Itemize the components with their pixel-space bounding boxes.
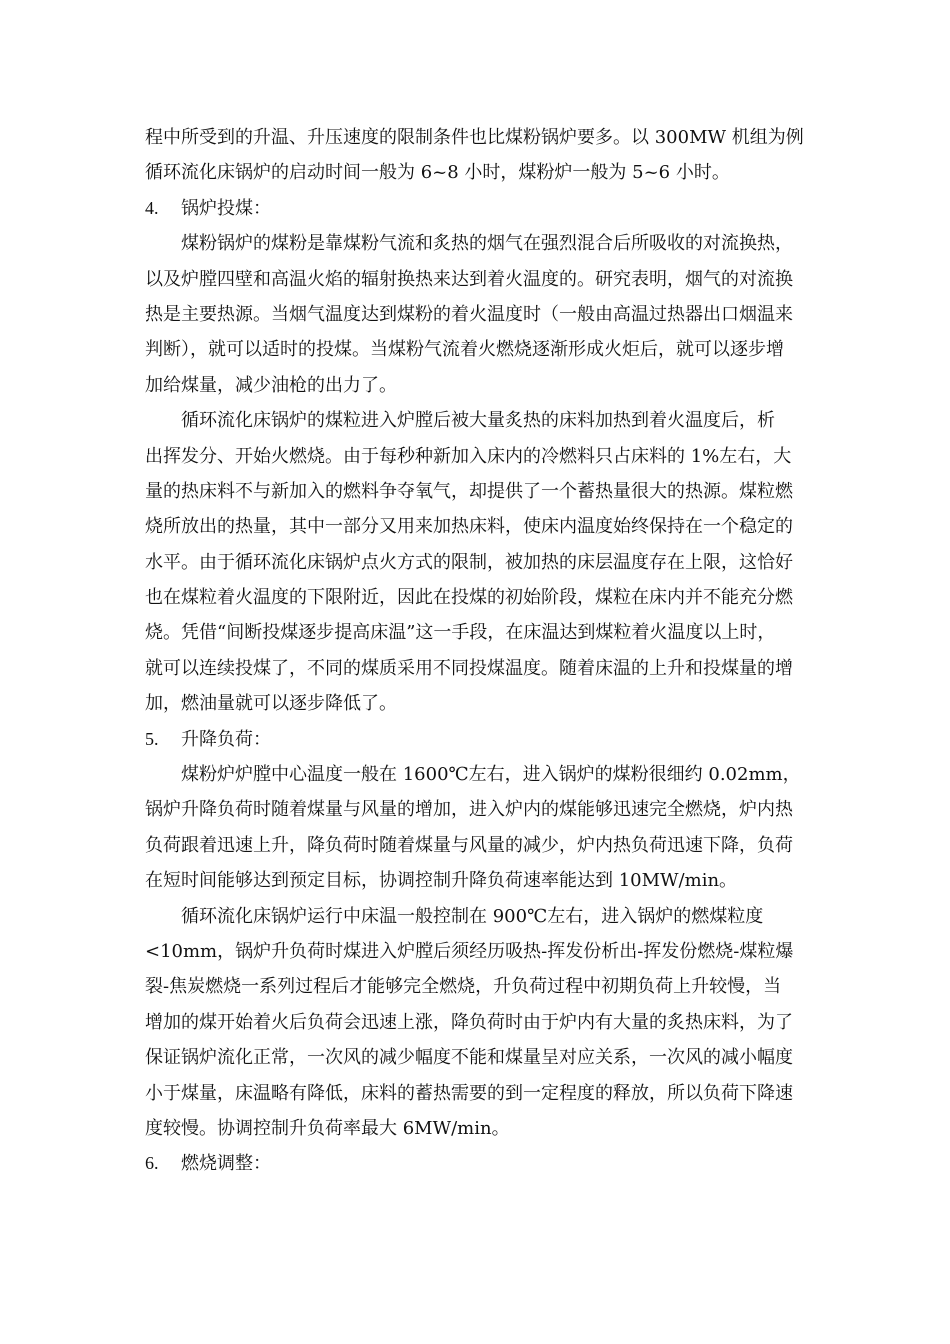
section-heading <box>145 1146 825 1181</box>
document-body <box>145 120 825 1182</box>
text-line: 煤粉锅炉的煤粉是靠煤粉气流和炙热的烟气在强烈混合后所吸收的对流换热， <box>181 233 793 255</box>
section-number: 4. <box>145 197 159 218</box>
text-line: 锅炉升降负荷时随着煤量与风量的增加，进入炉内的煤能够迅速完全燃烧，炉内热 <box>145 799 793 821</box>
text-line: 水平。由于循环流化床锅炉点火方式的限制，被加热的床层温度存在上限，这恰好 <box>145 551 793 573</box>
text-line: 热是主要热源。当烟气温度达到煤粉的着火温度时（一般由高温过热器出口烟温来 <box>145 303 793 325</box>
text-line: 在短时间能够达到预定目标，协调控制升降负荷速率能达到 10MW/min。 <box>145 870 738 892</box>
text-line: 煤粉炉炉膛中心温度一般在 1600℃左右，进入锅炉的煤粉很细约 0.02mm， <box>181 764 801 786</box>
section-heading <box>145 722 825 757</box>
text-line: 增加的煤开始着火后负荷会迅速上涨，降负荷时由于炉内有大量的炙热床料，为了 <box>145 1011 793 1033</box>
text-line: 循环流化床锅炉的煤粒进入炉膛后被大量炙热的床料加热到着火温度后，析 <box>181 410 775 432</box>
text-line: 判断），就可以适时的投煤。当煤粉气流着火燃烧逐渐形成火炬后，就可以逐步增 <box>145 339 784 361</box>
text-line: 裂-焦炭燃烧一系列过程后才能够完全燃烧，升负荷过程中初期负荷上升较慢，当 <box>145 976 782 998</box>
section-title: 锅炉投煤： <box>181 197 271 219</box>
text-line: 加给煤量，减少油枪的出力了。 <box>145 374 397 396</box>
section-number: 6. <box>145 1153 159 1174</box>
section-number: 5. <box>145 728 159 749</box>
section-title: 燃烧调整： <box>181 1153 271 1175</box>
text-line: 负荷跟着迅速上升，降负荷时随着煤量与风量的减少，炉内热负荷迅速下降，负荷 <box>145 834 793 856</box>
section-title: 升降负荷： <box>181 728 271 750</box>
text-line: 以及炉膛四壁和高温火焰的辐射换热来达到着火温度的。研究表明，烟气的对流换 <box>145 268 793 290</box>
text-line: 烧。凭借“间断投煤逐步提高床温”这一手段，在床温达到煤粒着火温度以上时， <box>145 622 776 644</box>
text-line: 循环流化床锅炉的启动时间一般为 6~8 小时，煤粉炉一般为 5~6 小时。 <box>145 162 730 184</box>
text-line: 就可以连续投煤了，不同的煤质采用不同投煤温度。随着床温的上升和投煤量的增 <box>145 657 793 679</box>
text-line: 加，燃油量就可以逐步降低了。 <box>145 693 397 715</box>
text-line: 循环流化床锅炉运行中床温一般控制在 900℃左右，进入锅炉的燃煤粒度 <box>181 905 764 927</box>
text-line: 程中所受到的升温、升压速度的限制条件也比煤粉锅炉要多。以 300MW 机组为例 <box>145 127 804 148</box>
text-line: 保证锅炉流化正常，一次风的减少幅度不能和煤量呈对应关系，一次风的减小幅度 <box>145 1047 793 1069</box>
text-line: 小于煤量，床温略有降低，床料的蓄热需要的到一定程度的释放，所以负荷下降速 <box>145 1082 793 1104</box>
text-line: 度较慢。协调控制升负荷率最大 6MW/min。 <box>145 1117 510 1139</box>
text-line: 烧所放出的热量，其中一部分又用来加热床料，使床内温度始终保持在一个稳定的 <box>145 516 793 538</box>
section-heading <box>145 191 825 226</box>
text-line: 出挥发分、开始火燃烧。由于每秒种新加入床内的冷燃料只占床料的 1%左右，大 <box>145 445 792 467</box>
text-line: <10mm，锅炉升负荷时煤进入炉膛后须经历吸热-挥发份析出-挥发份燃烧-煤粒爆 <box>145 940 794 962</box>
text-line: 也在煤粒着火温度的下限附近，因此在投煤的初始阶段，煤粒在床内并不能充分燃 <box>145 587 793 609</box>
text-line: 量的热床料不与新加入的燃料争夺氧气，却提供了一个蓄热量很大的热源。煤粒燃 <box>145 480 793 502</box>
